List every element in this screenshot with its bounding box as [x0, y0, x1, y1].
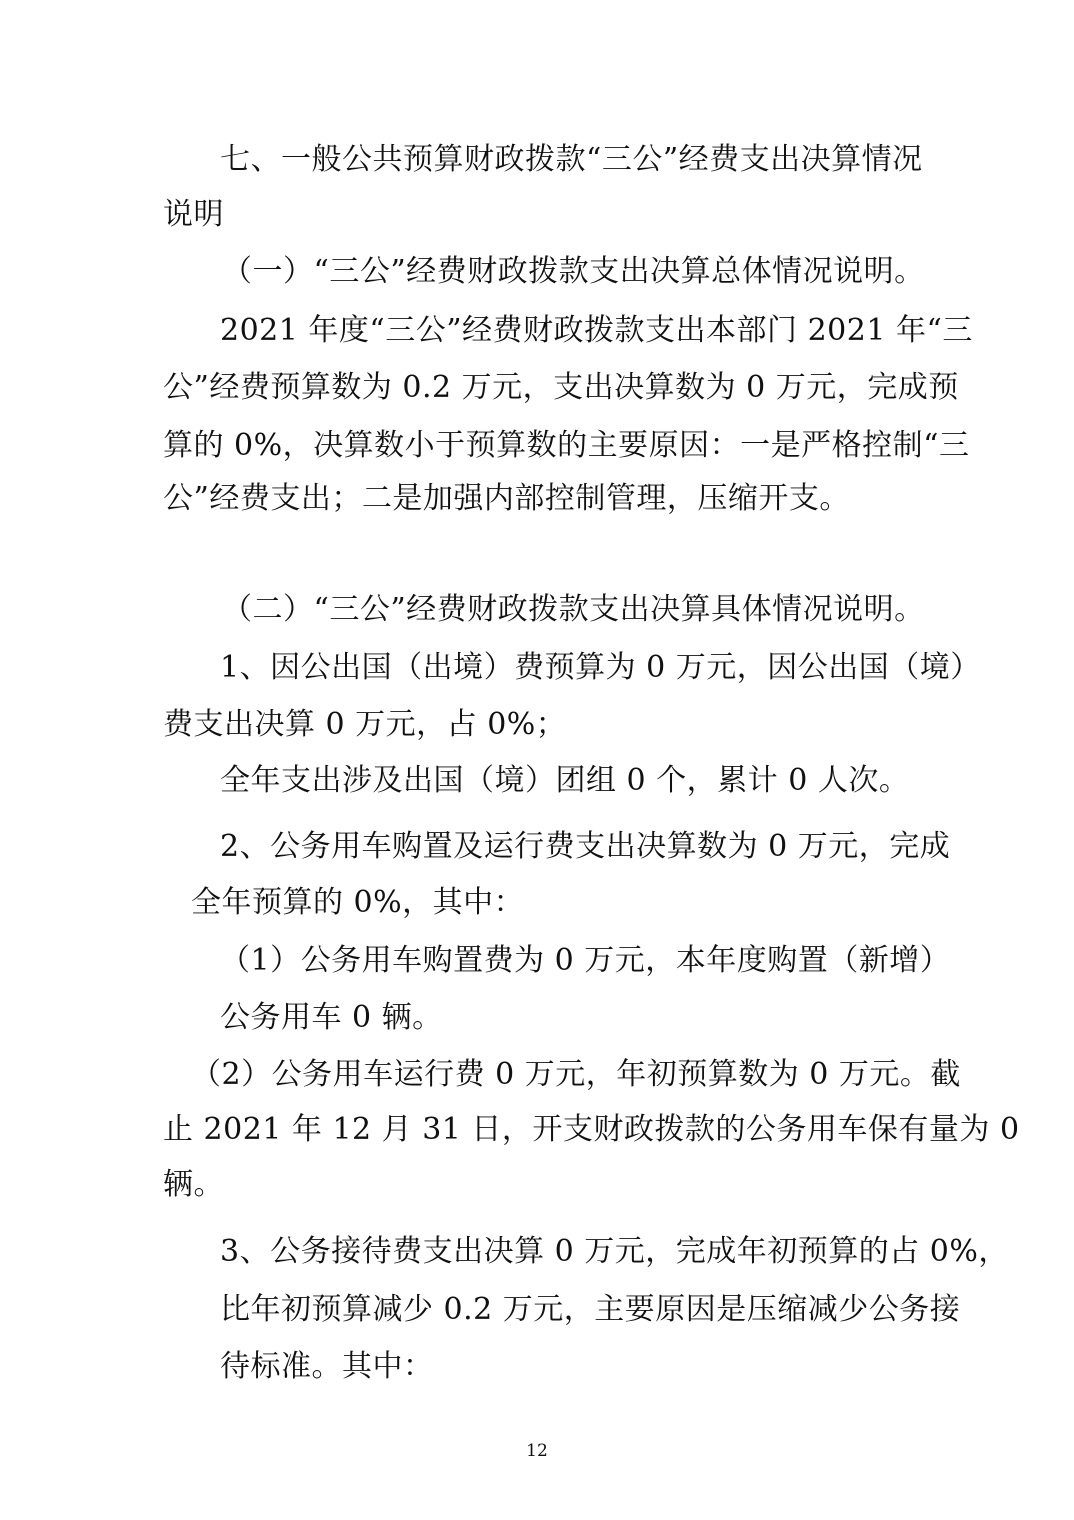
paragraph-line: 全年支出涉及出国（境）团组 0 个，累计 0 人次。	[220, 763, 910, 798]
section-heading-line-2: 说明	[163, 197, 224, 232]
paragraph-line: 2、公务用车购置及运行费支出决算数为 0 万元，完成	[220, 829, 951, 864]
page-number: 12	[526, 1441, 548, 1461]
paragraph-line: 公务用车 0 辆。	[220, 1000, 443, 1035]
paragraph-line: 算的 0%，决算数小于预算数的主要原因：一是严格控制“三	[163, 428, 970, 463]
paragraph-line: 公”经费支出；二是加强内部控制管理，压缩开支。	[163, 481, 850, 516]
paragraph-line: 比年初预算减少 0.2 万元，主要原因是压缩减少公务接	[220, 1292, 961, 1327]
section-heading-line-1: 七、一般公共预算财政拨款“三公”经费支出决算情况	[220, 142, 923, 177]
paragraph-line: 公”经费预算数为 0.2 万元，支出决算数为 0 万元，完成预	[163, 370, 959, 405]
paragraph-line: （2）公务用车运行费 0 万元，年初预算数为 0 万元。截	[191, 1057, 961, 1092]
subsection-heading-1: （一）“三公”经费财政拨款支出决算总体情况说明。	[222, 254, 925, 289]
paragraph-line: 待标准。其中：	[220, 1349, 434, 1384]
paragraph-line: 1、因公出国（出境）费预算为 0 万元，因公出国（境）	[220, 650, 981, 685]
paragraph-line: （1）公务用车购置费为 0 万元，本年度购置（新增）	[220, 943, 951, 978]
paragraph-line: 止 2021 年 12 月 31 日，开支财政拨款的公务用车保有量为 0	[163, 1112, 1020, 1147]
paragraph-line: 3、公务接待费支出决算 0 万元，完成年初预算的占 0%，	[220, 1234, 1009, 1269]
paragraph-line: 费支出决算 0 万元，占 0%；	[163, 707, 567, 742]
paragraph-line: 2021 年度“三公”经费财政拨款支出本部门 2021 年“三	[220, 313, 973, 348]
paragraph-line: 辆。	[163, 1167, 224, 1202]
subsection-heading-2: （二）“三公”经费财政拨款支出决算具体情况说明。	[222, 592, 925, 627]
paragraph-line: 全年预算的 0%，其中：	[191, 885, 525, 920]
